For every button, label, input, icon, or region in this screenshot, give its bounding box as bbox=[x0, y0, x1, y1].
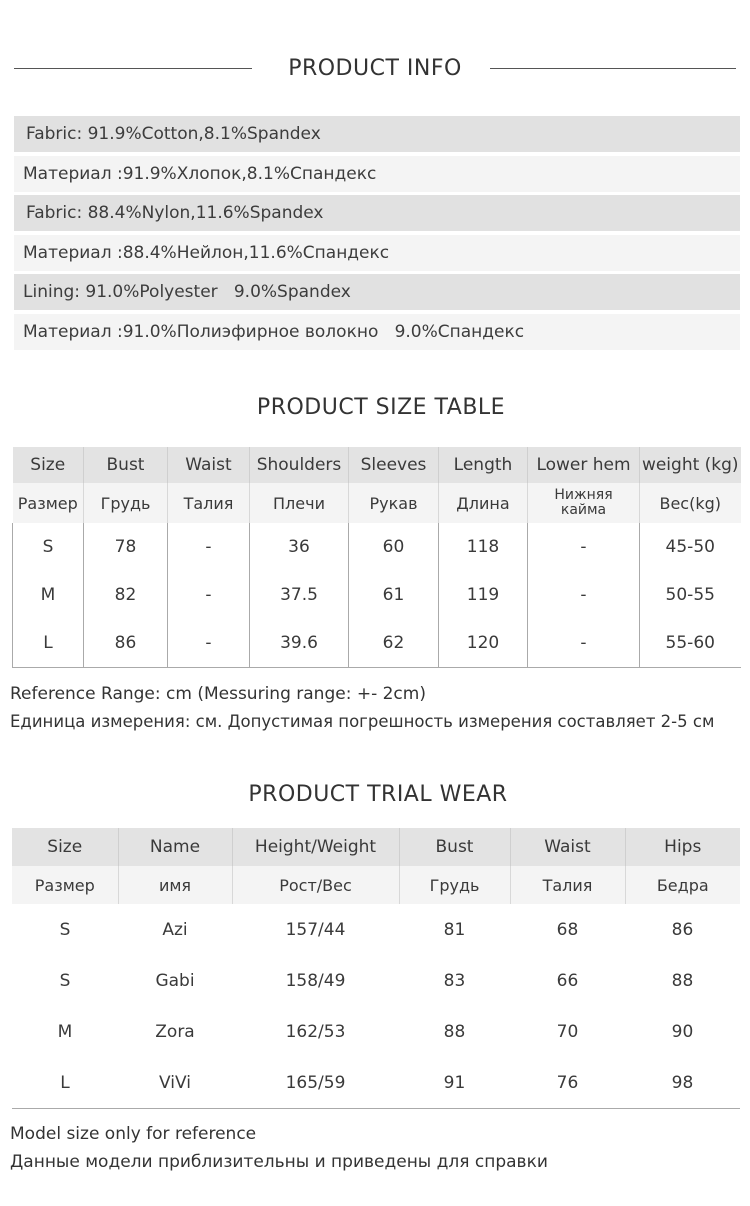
header-cell: Размер bbox=[12, 866, 118, 904]
size-table-header-row bbox=[13, 447, 741, 483]
size-reference-note-ru: Единица измерения: см. Допустимая погрешность измерения составляет 2-5 см bbox=[10, 712, 715, 731]
table-cell: S bbox=[59, 970, 71, 991]
table-row bbox=[13, 523, 741, 571]
trial-wear-heading: PRODUCT TRIAL WEAR bbox=[248, 782, 508, 807]
table-cell: M bbox=[57, 1021, 73, 1042]
table-cell: 81 bbox=[443, 919, 466, 940]
size-table bbox=[12, 447, 741, 668]
table-cell: - bbox=[528, 523, 640, 571]
table-row bbox=[12, 904, 740, 955]
header-cell: Shoulders bbox=[250, 447, 349, 483]
size-table-header-row-ru bbox=[13, 483, 741, 523]
table-cell: - bbox=[528, 619, 640, 668]
table-cell: 120 bbox=[439, 619, 528, 668]
table-cell: 60 bbox=[349, 523, 439, 571]
info-row-text: Fabric: 91.9%Cotton,8.1%Spandex bbox=[26, 124, 321, 144]
header-cell: Размер bbox=[13, 483, 84, 523]
table-cell: 88 bbox=[443, 1021, 466, 1042]
table-cell: 39.6 bbox=[250, 619, 349, 668]
size-table-heading: PRODUCT SIZE TABLE bbox=[256, 395, 506, 420]
header-cell: Грудь bbox=[399, 866, 510, 904]
trial-wear-table bbox=[12, 828, 740, 1109]
table-cell: 86 bbox=[84, 619, 168, 668]
table-cell: 90 bbox=[671, 1021, 694, 1042]
table-cell: 86 bbox=[671, 919, 694, 940]
header-cell: Плечи bbox=[250, 483, 349, 523]
header-cell: Рост/Вес bbox=[232, 866, 399, 904]
info-row bbox=[14, 235, 740, 271]
table-cell: Gabi bbox=[155, 970, 195, 991]
table-cell: 37.5 bbox=[250, 571, 349, 619]
table-cell: - bbox=[168, 523, 250, 571]
table-cell: 62 bbox=[349, 619, 439, 668]
header-cell: Size bbox=[13, 447, 84, 483]
table-cell: 119 bbox=[439, 571, 528, 619]
table-cell: 88 bbox=[671, 970, 694, 991]
table-cell: 55-60 bbox=[640, 619, 741, 668]
table-cell: Azi bbox=[162, 919, 188, 940]
info-row bbox=[14, 314, 740, 350]
table-cell: - bbox=[528, 571, 640, 619]
header-cell: Bust bbox=[84, 447, 168, 483]
table-cell: 68 bbox=[556, 919, 579, 940]
table-cell: 78 bbox=[84, 523, 168, 571]
header-cell: Талия bbox=[510, 866, 625, 904]
header-cell: weight (kg) bbox=[640, 447, 741, 483]
table-cell: 83 bbox=[443, 970, 466, 991]
header-cell: Sleeves bbox=[349, 447, 439, 483]
table-cell: L bbox=[12, 1057, 118, 1109]
table-cell: 50-55 bbox=[640, 571, 741, 619]
info-row bbox=[14, 274, 740, 310]
header-cell: Waist bbox=[510, 828, 625, 866]
header-cell: Lower hem bbox=[528, 447, 640, 483]
table-cell: S bbox=[59, 919, 71, 940]
header-cell: Waist bbox=[168, 447, 250, 483]
info-row-text: Lining: 91.0%Polyester 9.0%Spandex bbox=[23, 282, 351, 302]
table-cell: - bbox=[168, 619, 250, 668]
header-cell: Bust bbox=[399, 828, 510, 866]
table-row bbox=[12, 955, 740, 1006]
heading-rule-right bbox=[490, 68, 736, 69]
header-cell: Талия bbox=[168, 483, 250, 523]
table-row bbox=[12, 1006, 740, 1057]
header-cell bbox=[528, 483, 640, 523]
table-cell: L bbox=[13, 619, 84, 668]
header-cell: Size bbox=[12, 828, 118, 866]
header-cell: Длина bbox=[439, 483, 528, 523]
info-row-text: Материал :88.4%Нейлон,11.6%Спандекс bbox=[23, 243, 390, 263]
info-row bbox=[14, 116, 740, 152]
table-cell: Zora bbox=[155, 1021, 195, 1042]
table-cell: ViVi bbox=[118, 1057, 232, 1109]
info-row-text: Fabric: 88.4%Nylon,11.6%Spandex bbox=[26, 203, 324, 223]
table-cell: 158/49 bbox=[285, 970, 346, 991]
table-cell: 165/59 bbox=[232, 1057, 399, 1109]
header-cell: Рукав bbox=[349, 483, 439, 523]
header-cell: имя bbox=[118, 866, 232, 904]
table-row bbox=[12, 1057, 740, 1109]
header-cell-text: Нижняя кайма bbox=[554, 487, 613, 518]
info-row-text: Материал :91.0%Полиэфирное волокно 9.0%Спандекс bbox=[23, 322, 525, 342]
table-cell: 162/53 bbox=[285, 1021, 346, 1042]
header-cell: Hips bbox=[625, 828, 740, 866]
header-cell: Бедра bbox=[625, 866, 740, 904]
table-cell: 66 bbox=[556, 970, 579, 991]
size-reference-note: Reference Range: cm (Messuring range: +- 2cm) bbox=[10, 684, 426, 704]
table-cell: 98 bbox=[625, 1057, 740, 1109]
table-cell: S bbox=[13, 523, 84, 571]
info-row bbox=[14, 156, 740, 192]
table-cell: 157/44 bbox=[285, 919, 346, 940]
table-cell: 76 bbox=[510, 1057, 625, 1109]
table-cell: 45-50 bbox=[640, 523, 741, 571]
info-row bbox=[14, 195, 740, 231]
table-cell: 91 bbox=[399, 1057, 510, 1109]
header-cell: Length bbox=[439, 447, 528, 483]
table-cell: M bbox=[13, 571, 84, 619]
info-row-text: Материал :91.9%Хлопок,8.1%Спандекс bbox=[23, 164, 377, 184]
table-cell: 36 bbox=[250, 523, 349, 571]
model-size-note: Model size only for reference bbox=[10, 1124, 257, 1144]
header-cell: Грудь bbox=[84, 483, 168, 523]
table-cell: 118 bbox=[439, 523, 528, 571]
table-cell: 61 bbox=[349, 571, 439, 619]
trial-table-header-row bbox=[12, 828, 740, 866]
header-cell: Name bbox=[118, 828, 232, 866]
table-cell: - bbox=[168, 571, 250, 619]
table-row bbox=[13, 571, 741, 619]
model-size-note-ru: Данные модели приблизительны и приведены для справки bbox=[10, 1152, 548, 1172]
product-info-heading: PRODUCT INFO bbox=[288, 56, 462, 81]
header-cell: Height/Weight bbox=[232, 828, 399, 866]
table-cell: 82 bbox=[84, 571, 168, 619]
table-cell: 70 bbox=[556, 1021, 579, 1042]
trial-table-header-row-ru bbox=[12, 866, 740, 904]
header-cell: Вес(kg) bbox=[640, 483, 741, 523]
table-row bbox=[13, 619, 741, 668]
